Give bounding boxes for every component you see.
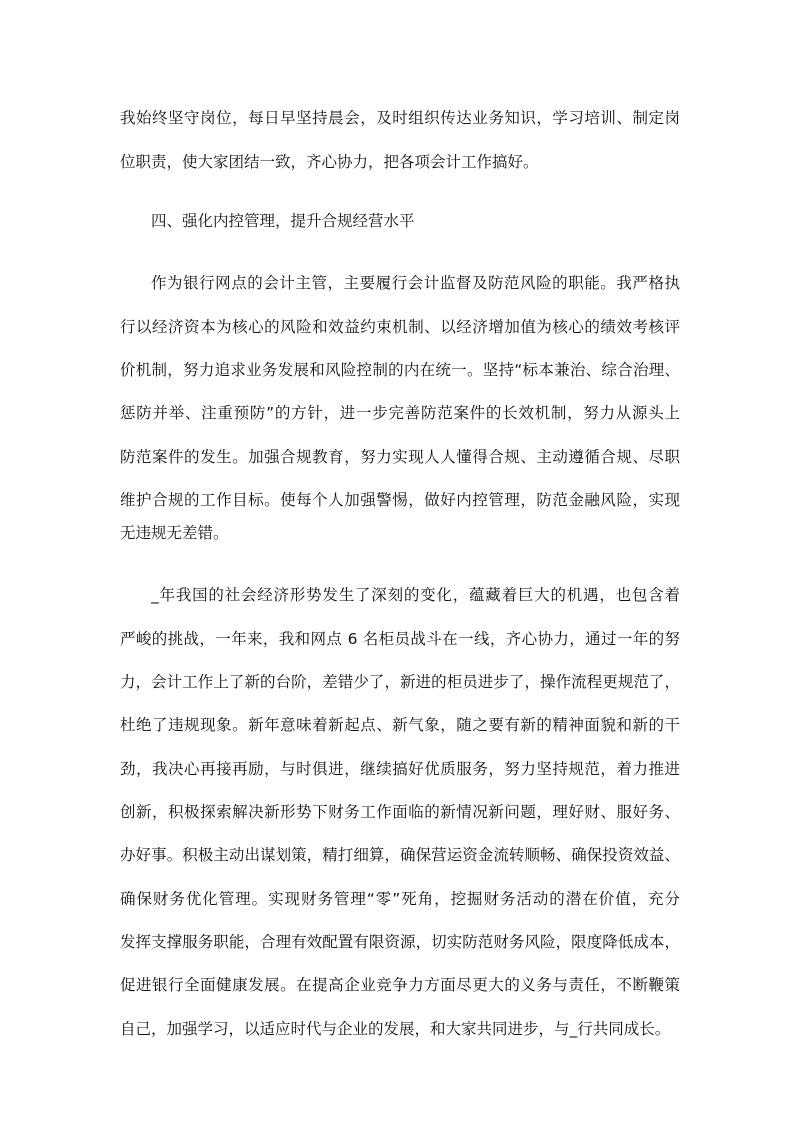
paragraph-3-line-4: 杜绝了违规现象。新年意味着新起点、新气象，随之要有新的精神面貌和新的干 bbox=[120, 716, 680, 734]
paragraph-3-line-3: 力，会计工作上了新的台阶，差错少了，新进的柜员进步了，操作流程更规范了， bbox=[120, 673, 680, 691]
paragraph-2-line-4: 惩防并举、注重预防”的方针，进一步完善防范案件的长效机制，努力从源头上 bbox=[120, 404, 680, 422]
paragraph-2-line-1: 作为银行网点的会计主管，主要履行会计监督及防范风险的职能。我严格执 bbox=[151, 274, 680, 292]
paragraph-2-line-5: 防范案件的发生。加强合规教育，努力实现人人懂得合规、主动遵循合规、尽职 bbox=[120, 448, 680, 466]
section-heading: 四、强化内控管理，提升合规经营水平 bbox=[151, 212, 415, 230]
paragraph-3-line-6: 创新，积极探索解决新形势下财务工作面临的新情况新问题，理好财、服好务、 bbox=[120, 803, 680, 821]
paragraph-3-line-7: 办好事。积极主动出谋划策，精打细算，确保营运资金流转顺畅、确保投资效益、 bbox=[120, 846, 680, 864]
paragraph-2-line-3: 价机制，努力追求业务发展和风险控制的内在统一。坚持“标本兼治、综合治理、 bbox=[120, 361, 680, 379]
paragraph-2-line-6: 维护合规的工作目标。使每个人加强警惕，做好内控管理，防范金融风险，实现 bbox=[120, 491, 680, 509]
paragraph-3-line-5: 劲，我决心再接再励，与时俱进，继续搞好优质服务，努力坚持规范，着力推进 bbox=[120, 760, 680, 778]
paragraph-3-line-9: 发挥支撑服务职能，合理有效配置有限资源，切实防范财务风险，限度降低成本， bbox=[120, 933, 680, 951]
paragraph-2-line-7: 无违规无差错。 bbox=[120, 524, 229, 542]
paragraph-3-line-1: _年我国的社会经济形势发生了深刻的变化，蕴藏着巨大的机遇，也包含着 bbox=[151, 586, 680, 604]
paragraph-3-line-11: 自己，加强学习，以适应时代与企业的发展，和大家共同进步，与_行共同成长。 bbox=[120, 1020, 671, 1038]
paragraph-1-line-2: 位职责，使大家团结一致，齐心协力，把各项会计工作搞好。 bbox=[120, 153, 539, 171]
paragraph-1-line-1: 我始终坚守岗位，每日早坚持晨会，及时组织传达业务知识，学习培训、制定岗 bbox=[120, 109, 680, 127]
paragraph-3-line-2: 严峻的挑战，一年来，我和网点 6 名柜员战斗在一线，齐心协力，通过一年的努 bbox=[120, 630, 680, 648]
paragraph-2-line-2: 行以经济资本为核心的风险和效益约束机制、以经济增加值为核心的绩效考核评 bbox=[120, 318, 680, 336]
paragraph-3-line-8: 确保财务优化管理。实现财务管理“零”死角，挖掘财务活动的潜在价值，充分 bbox=[120, 890, 680, 908]
paragraph-3-line-10: 促进银行全面健康发展。在提高企业竞争力方面尽更大的义务与责任，不断鞭策 bbox=[120, 976, 680, 994]
